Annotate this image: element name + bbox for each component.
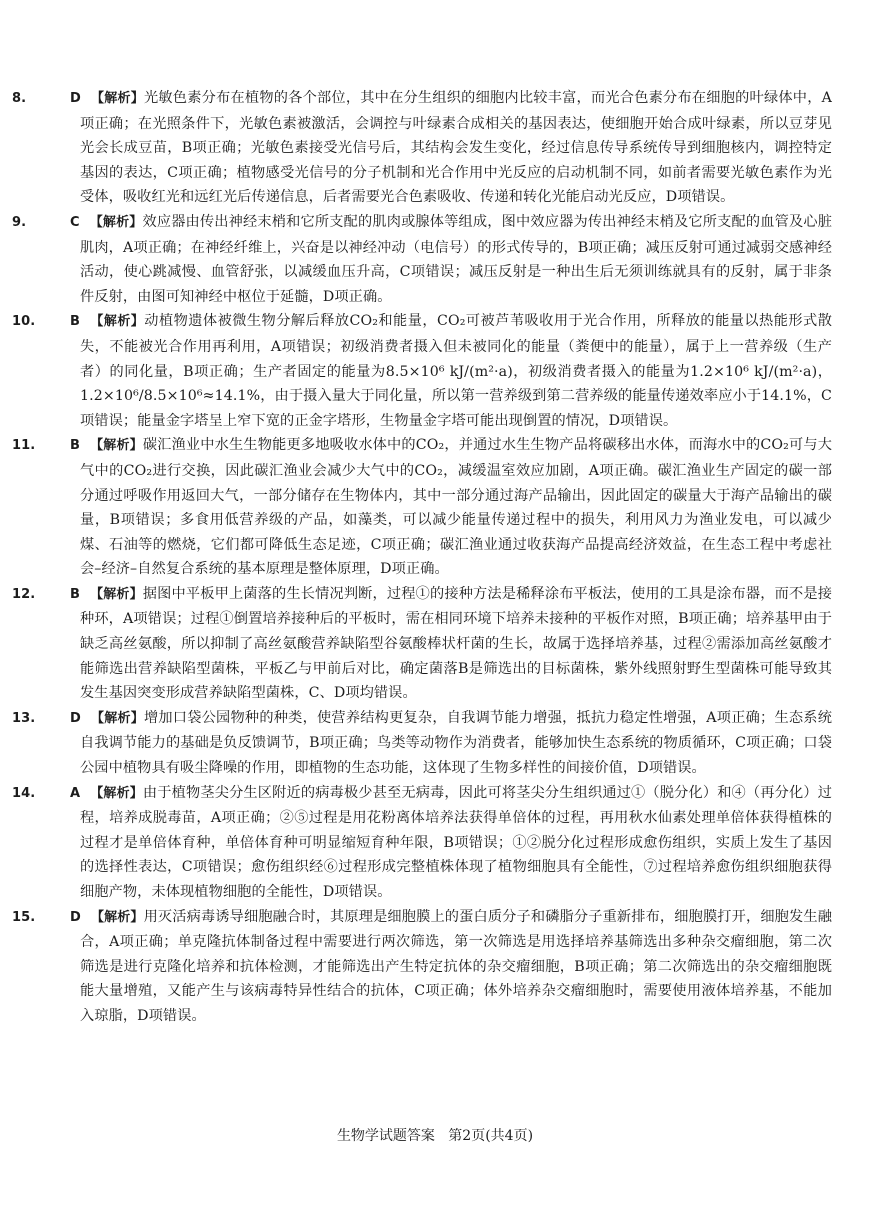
analysis-text: 据图中平板甲上菌落的生长情况判断，过程①的接种方法是稀释涂布平板法，使用的工具是涂布器，而不是接种环，A项错误；过程①倒置培养接种后的平板时，需在相同环境下培养未接种的平板作对照，B项正确；培养基甲由于缺乏高丝氨酸，所以抑制了高丝氨酸营养缺陷型谷氨酸棒状杆菌的生长，故属于选择培养基，过程②需添加高丝氨酸才能筛选出营养缺陷型菌株，平板乙与甲前后对比，确定菌落B是筛选出的目标菌株，紫外线照射野生型菌株可能导致其发生基因突变形成营养缺陷型菌株，C、D项均错误。 [80,585,832,702]
answer-letter: B [70,314,81,330]
answer-item-10 [12,309,832,433]
question-number: 8. [12,91,27,106]
footer-subject: 生物学试题答案 [336,1128,435,1144]
question-number: 11. [12,438,36,454]
question-number: 9. [12,214,27,230]
answer-letter: D [70,91,81,106]
question-number: 15. [12,909,36,925]
answer-letter: C [70,214,80,230]
analysis-text: 光敏色素分布在植物的各个部位，其中在分生组织的细胞内比较丰富，而光合色素分布在细胞的叶绿体中，A项正确；在光照条件下，光敏色素被激活，会调控与叶绿素合成相关的基因表达，使细胞开始合成叶绿素，所以豆芽见光会长成豆苗，B项正确；光敏色素接受光信号后，其结构会发生变化，经过信息传导系统传导到细胞核内，调控特定基因的表达，C项正确；植物感受光信号的分子机制和光合作用中光反应的启动机制不同，如前者需要光敏色素作为光受体，吸收红光和远红光后传递信息，后者需要光合色素吸收、传递和转化光能启动光反应，D项错误。 [80,90,832,206]
answer-item-8 [12,86,832,210]
analysis-text: 用灭活病毒诱导细胞融合时，其原理是细胞膜上的蛋白质分子和磷脂分子重新排布，细胞膜打开，细胞发生融合，A项正确；单克隆抗体制备过程中需要进行两次筛选，第一次筛选是用选择培养基筛选出多种杂交瘤细胞，第二次筛选是进行克隆化培养和抗体检测，才能筛选出产生特定抗体的杂交瘤细胞，B项正确；第二次筛选出的杂交瘤细胞既能大量增殖，又能产生与该病毒特异性结合的抗体，C项正确；体外培养杂交瘤细胞时，需要使用液体培养基，不能加入琼脂，D项错误。 [80,908,832,1024]
footer-page-number: 第2页(共4页) [448,1128,534,1144]
analysis-tag: 【解析】 [90,314,145,330]
answer-letter: D [70,710,81,726]
analysis-text: 由于植物茎尖分生区附近的病毒极少甚至无病毒，因此可将茎尖分生组织通过①（脱分化）和④（再分化）过程，培养成脱毒苗，A项正确；②⑤过程是用花粉离体培养法获得单倍体的过程，再用秋水仙素处理单倍体获得植株的过程才是单倍体育种，单倍体育种可明显缩短育种年限，B项错误；①②脱分化过程形成愈伤组织，实质上发生了基因的选择性表达，C项错误；愈伤组织经⑥过程形成完整植株体现了植物细胞具有全能性，⑦过程培养愈伤组织细胞获得细胞产物，未体现植物细胞的全能性，D项错误。 [80,784,832,900]
answer-list [12,86,832,1029]
answer-letter: B [70,438,81,454]
analysis-tag: 【解析】 [90,586,143,602]
answer-item-11 [12,433,832,582]
answer-item-14 [12,781,832,905]
answer-letter: D [70,909,81,925]
analysis-tag: 【解析】 [90,91,144,106]
analysis-text: 碳汇渔业中水生生物能更多地吸收水体中的CO₂，并通过水生生物产品将碳移出水体，而海水中的CO₂可与大气中的CO₂进行交换，因此碳汇渔业会减少大气中的CO₂，减缓温室效应加剧，A项正确。碳汇渔业生产固定的碳一部分通过呼吸作用返回大气，一部分储存在生物体内，其中一部分通过海产品输出，因此固定的碳量大于海产品输出的碳量，B项错误；多食用低营养级的产品，如藻类，可以减少能量传递过程中的损失，利用风力为渔业发电，可以减少煤、石油等的燃烧，它们都可降低生态足迹，C项正确；碳汇渔业通过收获海产品提高经济效益，在生态工程中考虑社会–经济–自然复合系统的基本原理是整体原理，D项正确。 [80,437,832,578]
answer-item-9 [12,210,832,309]
analysis-tag: 【解析】 [90,909,144,925]
analysis-text: 动植物遗体被微生物分解后释放CO₂和能量，CO₂可被芦苇吸收用于光合作用，所释放的能量以热能形式散失，不能被光合作用再利用，A项错误；初级消费者摄入但未被同化的能量（粪便中的能量），属于上一营养级（生产者）的同化量，B项正确；生产者固定的能量为8.5×10⁶ kJ/(m²·a)，初级消费者摄入的能量为1.2×10⁶ kJ/(m²·a)，1.2×10⁶/8.5×10⁶≈14.1%，由于摄入量大于同化量，所以第一营养级到第二营养级的能量传递效率应小于14.1%，C项错误；能量金字塔呈上窄下宽的正金字塔形，生物量金字塔可能出现倒置的情况，D项错误。 [80,313,832,429]
analysis-text: 增加口袋公园物种的种类，使营养结构更复杂，自我调节能力增强，抵抗力稳定性增强，A项正确；生态系统自我调节能力的基础是负反馈调节，B项正确；鸟类等动物作为消费者，能够加快生态系统的物质循环，C项正确；口袋公园中植物具有吸尘降噪的作用，即植物的生态功能，这体现了生物多样性的间接价值，D项错误。 [80,709,832,777]
analysis-tag: 【解析】 [90,785,143,801]
question-number: 12. [12,586,36,602]
answer-item-12 [12,582,832,706]
question-number: 13. [12,710,36,726]
analysis-tag: 【解析】 [90,710,144,726]
answer-item-15 [12,905,832,1029]
question-number: 14. [12,785,36,801]
analysis-tag: 【解析】 [90,438,143,454]
answer-letter: A [70,785,81,801]
analysis-tag: 【解析】 [89,214,143,230]
page-footer [0,1125,870,1145]
analysis-text: 效应器由传出神经末梢和它所支配的肌肉或腺体等组成，图中效应器为传出神经末梢及它所支配的血管及心脏肌肉，A项正确；在神经纤维上，兴奋是以神经冲动（电信号）的形式传导的，B项正确；减压反射可通过减弱交感神经活动，使心跳减慢、血管舒张，以减缓血压升高，C项错误；减压反射是一种出生后无须训练就具有的反射，属于非条件反射，由图可知神经中枢位于延髓，D项正确。 [80,213,832,305]
question-number: 10. [12,314,36,330]
answer-letter: B [70,586,81,602]
answer-item-13 [12,706,832,781]
